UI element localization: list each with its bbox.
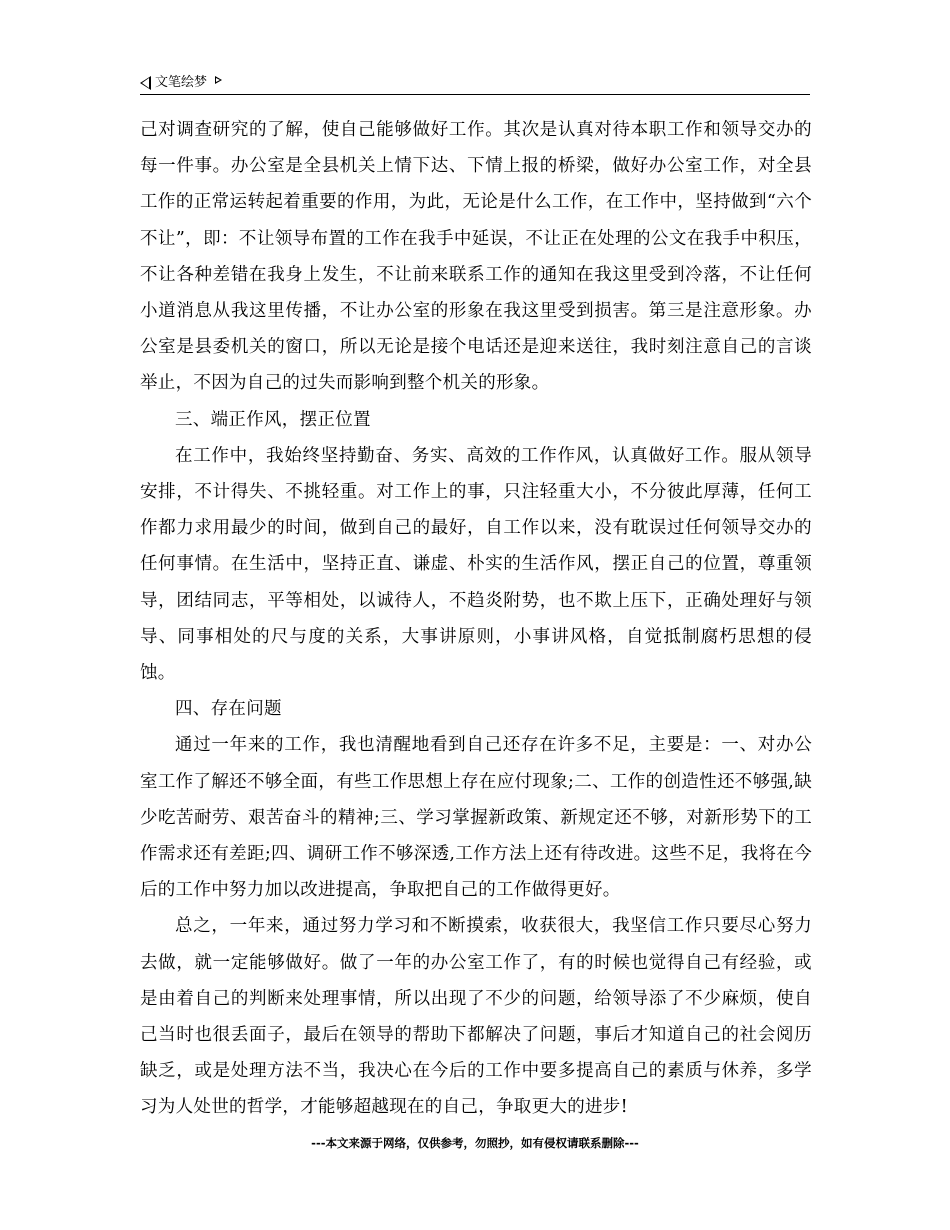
left-triangle-icon: [140, 76, 151, 90]
page-footer-disclaimer: ---本文来源于网络，仅供参考，勿照抄，如有侵权请联系删除---: [311, 1136, 639, 1150]
section-heading-4: 四、存在问题: [175, 699, 282, 720]
right-triangle-icon: [215, 76, 222, 84]
header-title: 文笔绘梦: [155, 75, 208, 90]
paragraph-work-style: 在工作中，我始终坚持勤奋、务实、高效的工作作风，认真做好工作。服从领导安排，不计得失、不挑轻重。对工作上的事，只注轻重大小，不分彼此厚薄，任何工作都力求用最少的时间，做到自己的最好，自工作以来，没有耽误过任何领导交办的任何事情。在生活中，坚持正直、谦虚、朴实的生活作风，摆正自己的位置，尊重领导，团结同志，平等相处，以诚待人，不趋炎附势，也不欺上压下，正确处理好与领导、同事相处的尺与度的关系，大事讲原则，小事讲风格，自觉抵制腐朽思想的侵蚀。: [140, 445, 812, 684]
document-body: [140, 112, 812, 1126]
page-header: [140, 72, 810, 95]
paragraph-problems: 通过一年来的工作，我也清醒地看到自己还存在许多不足，主要是：一、对办公室工作了解还不够全面，有些工作思想上存在应付现象;二、工作的创造性还不够强,缺少吃苦耐劳、艰苦奋斗的精神;三、学习掌握新政策、新规定还不够，对新形势下的工作需求还有差距;四、调研工作不够深透,工作方法上还有待改进。这些不足，我将在今后的工作中努力加以改进提高，争取把自己的工作做得更好。: [140, 735, 812, 901]
paragraph-continuation: 己对调查研究的了解，使自己能够做好工作。其次是认真对待本职工作和领导交办的每一件事。办公室是全县机关上情下达、下情上报的桥梁，做好办公室工作，对全县工作的正常运转起着重要的作用，为此，无论是什么工作，在工作中，坚持做到“六个不让”，即：不让领导布置的工作在我手中延误，不让正在处理的公文在我手中积压，不让各种差错在我身上发生，不让前来联系工作的通知在我这里受到冷落，不让任何小道消息从我这里传播，不让办公室的形象在我这里受到损害。第三是注意形象。办公室是县委机关的窗口，所以无论是接个电话还是迎来送往，我时刻注意自己的言谈举止，不因为自己的过失而影响到整个机关的形象。: [140, 120, 812, 394]
paragraph-summary: 总之，一年来，通过努力学习和不断摸索，收获很大，我坚信工作只要尽心努力去做，就一定能够做好。做了一年的办公室工作了，有的时候也觉得自己有经验，或是由着自己的判断来处理事情，所以出现了不少的问题，给领导添了不少麻烦，使自己当时也很丢面子，最后在领导的帮助下都解决了问题，事后才知道自己的社会阅历缺乏，或是处理方法不当，我决心在今后的工作中要多提高自己的素质与休养，多学习为人处世的哲学，才能够超越现在的自己，争取更大的进步!: [140, 916, 812, 1118]
section-heading-3: 三、端正作风，摆正位置: [175, 409, 371, 430]
